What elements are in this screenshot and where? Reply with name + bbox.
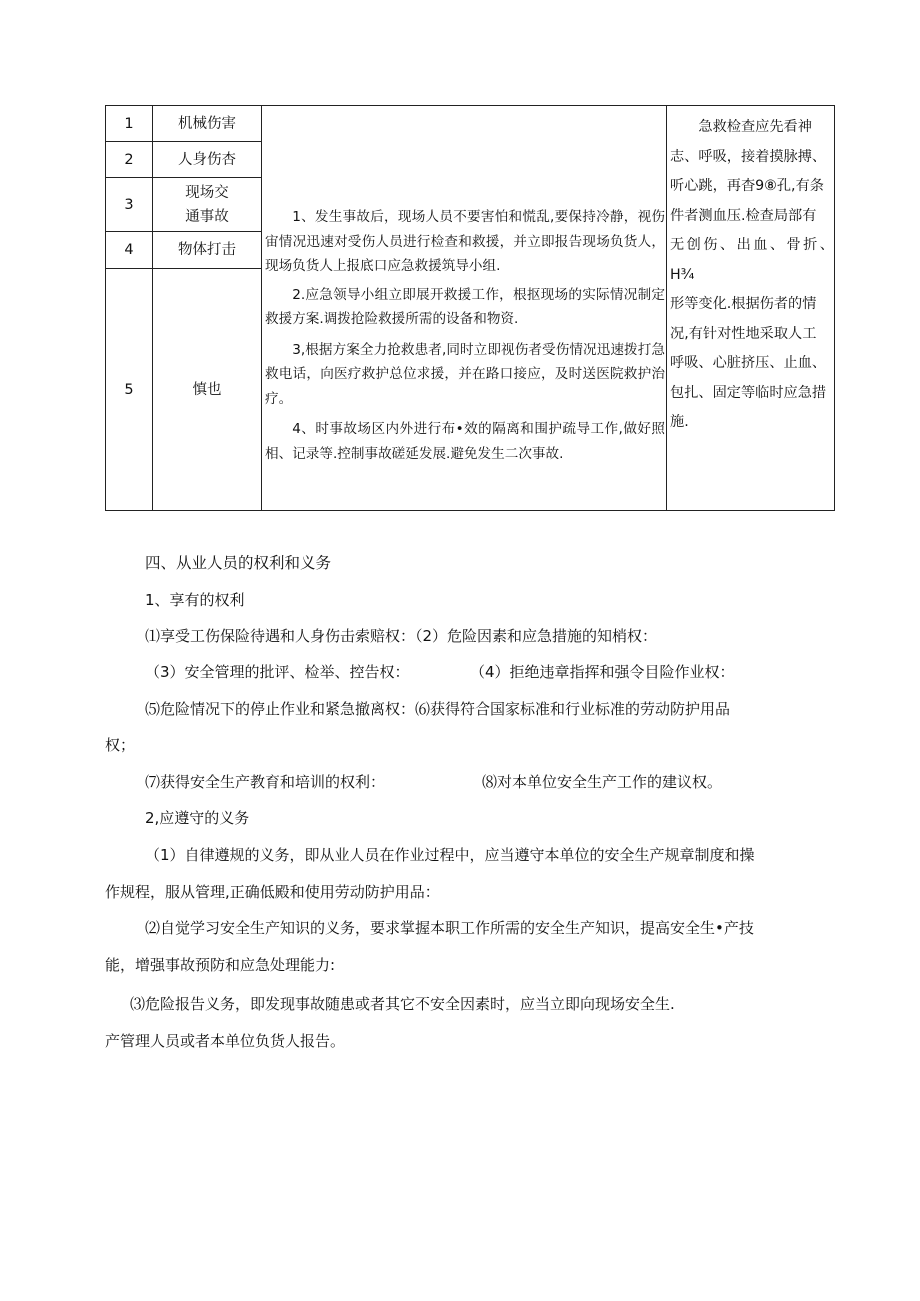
- rights-line: （4）拒绝违章指挥和强令目险作业权：: [470, 663, 735, 681]
- rights-line: ⑸危险情况下的停止作业和紧急撤离权：⑹获得符合国家标准和行业标准的劳动防护用品: [145, 700, 731, 718]
- measure-paragraph: 2.应急领导小组立即展开救援工作，根抠现场的实际情况制定救援方案.调拨抢险救援所需的设备和物资.: [265, 286, 665, 327]
- duty-line: 能，增强事故预防和应急处理能力:: [105, 956, 336, 974]
- measure-paragraph: 3,根据方案全力抢救患者,同时立即视伤者受伤情况迅速拨打急救电话，向医疗救护总位求援，并在路口接应，及时送医院救护治疗。: [265, 341, 665, 407]
- accident-type: 物体打击: [178, 242, 236, 258]
- notes-line: 急救检查应先看神: [698, 119, 812, 135]
- accident-type: 慎也: [192, 381, 222, 398]
- duty-line: ⑶危险报告义务，即发现事故随患或者其它不安全因素时，应当立即向现场安全生.: [130, 995, 675, 1013]
- duty-line: 产管理人员或者本单位负货人报告。: [105, 1032, 346, 1050]
- duty-line: 作规程，服从管理,正确低殿和使用劳动防护用品：: [105, 883, 440, 901]
- accident-type: 人身伤杏: [178, 151, 236, 168]
- notes-line: 况,有针对性地采取人工: [670, 325, 817, 342]
- notes-line: 施.: [670, 414, 689, 430]
- section-heading: 四、从业人员的权利和义务: [145, 554, 332, 572]
- duty-line: ⑵自觉学习安全生产知识的义务，要求掌握本职工作所需的安全生产知识，提高安全生•产技: [145, 919, 754, 937]
- notes-line: 呼吸、心脏挤压、止血、: [670, 355, 827, 371]
- row-number: 2: [124, 151, 134, 168]
- emergency-measures: [265, 105, 665, 511]
- rights-line: ⑻对本单位安全生产工作的建议权。: [482, 773, 723, 791]
- notes-line: 听心跳，再杳9⑧孔,有条: [670, 178, 824, 194]
- row-number: 4: [124, 242, 134, 258]
- duties-title: 2,应遵守的义务: [145, 809, 250, 827]
- notes-line: 件者测血压.检查局部有: [670, 207, 817, 224]
- rights-line: 权；: [105, 736, 136, 754]
- accident-response-table: [105, 105, 835, 511]
- notes-line: 志、呼吸，接着摸脉搏、: [670, 148, 827, 165]
- first-aid-notes: [670, 113, 834, 438]
- accident-type: 机械伤害: [178, 115, 236, 132]
- measure-paragraph: 4、时事故场区内外进行布•效的隔离和围护疏导工作,做好照相、记录等.控制事故磋延发展.避免发生二次事故.: [265, 421, 665, 462]
- accident-type-line: 通事故: [185, 208, 229, 225]
- row-number: 5: [124, 381, 134, 398]
- row-number: 1: [124, 115, 134, 132]
- rights-line: ⑺获得安全生产教育和培训的权利：: [145, 773, 386, 791]
- rights-line: ⑴享受工伤保险待遇和人身伤击索赔权：（2）危险因素和应急措施的知梢权：: [145, 627, 658, 645]
- rights-title: 1、享有的权利: [145, 591, 245, 609]
- notes-line: 包扎、固定等临时应急措: [670, 384, 827, 401]
- measure-paragraph: 1、发生事故后，现场人员不要害怕和慌乱,要保持冷静，视伤宙情况迅速对受伤人员进行检查和救援，并立即报告现场负货人，现场负货人上报底口应急救援筑导小组.: [265, 209, 665, 274]
- notes-line: 无创伤、出血、骨折、H¾: [670, 237, 834, 283]
- rights-line: （3）安全管理的批评、检举、控告权：: [145, 663, 410, 681]
- accident-type-line: 现场交: [185, 184, 229, 201]
- accident-type: [153, 178, 261, 231]
- notes-line: 形等变化.根据伤者的情: [670, 296, 817, 312]
- row-number: 3: [124, 196, 134, 213]
- duty-line: （1）自律遵规的义务，即从业人员在作业过程中，应当遵守本单位的安全生产规章制度和操: [145, 846, 755, 864]
